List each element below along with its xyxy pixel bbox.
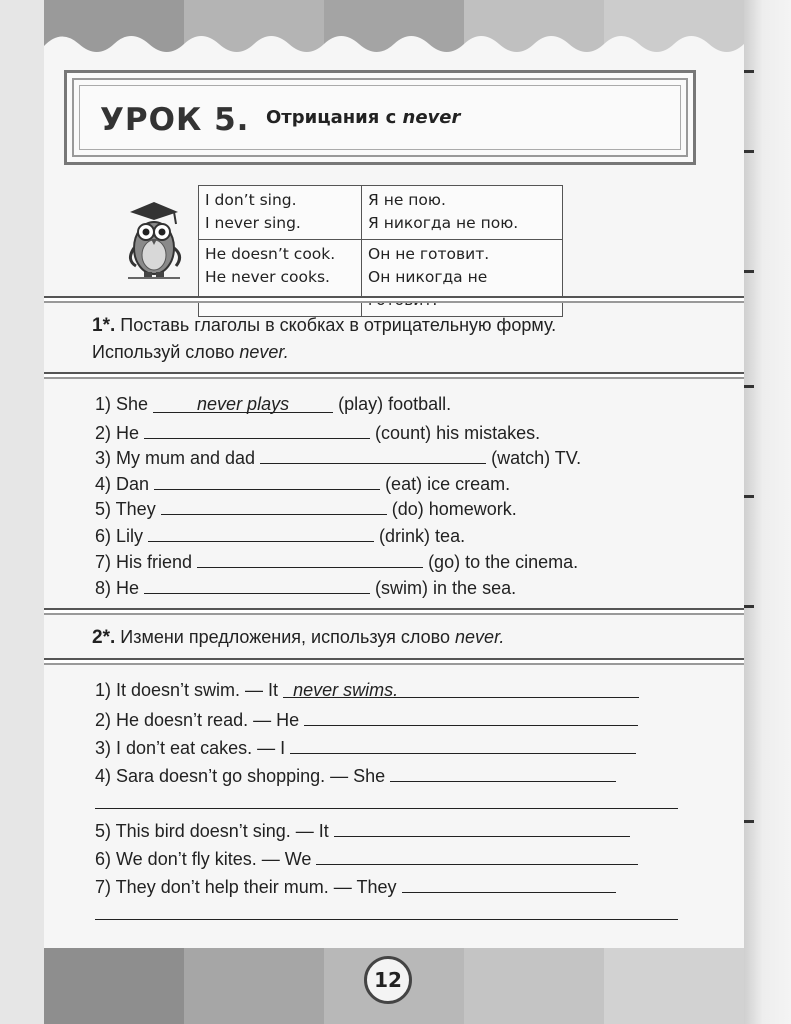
translation-text: Я никогда не пою.: [368, 214, 519, 232]
answer-blank[interactable]: [402, 872, 616, 893]
exercise1-item-8: [95, 573, 516, 600]
answer-blank[interactable]: [316, 844, 638, 865]
exercise2-instruction: [92, 624, 504, 651]
item-suffix: (go) to the cinema.: [428, 552, 579, 572]
exercise1-item-1: [95, 392, 451, 416]
table-cell-russian: [362, 240, 563, 317]
next-page-edge: [744, 0, 791, 1024]
answer-line[interactable]: [95, 919, 678, 920]
answer-blank[interactable]: [334, 816, 630, 837]
lesson-number: УРОК 5.: [100, 102, 250, 138]
item-prompt: 6) We don’t fly kites. — We: [95, 849, 312, 869]
item-prompt: 3) I don’t eat cakes. — I: [95, 738, 286, 758]
exercise1-instruction-text: Поставь глаголы в скобках в отрицательную форму.: [120, 315, 557, 335]
exercise2-item-5: [95, 816, 630, 843]
section-divider: [44, 372, 744, 379]
page-edge-mark: [744, 70, 754, 73]
page-number: 12: [364, 956, 412, 1004]
item-prefix: 2) He: [95, 423, 140, 443]
exercise1-number: 1*.: [92, 315, 116, 336]
answer-blank[interactable]: never swims.: [283, 678, 639, 698]
answer-blank[interactable]: [260, 443, 486, 464]
item-prefix: 8) He: [95, 578, 140, 598]
answer-blank[interactable]: [304, 705, 638, 726]
table-row: [199, 186, 563, 240]
exercise2-item-7: [95, 872, 616, 899]
answer-blank[interactable]: [197, 547, 423, 568]
lesson-title: [266, 107, 460, 128]
example-text: I never sing.: [205, 214, 301, 232]
table-cell-english: [199, 186, 362, 240]
item-prompt: 5) This bird doesn’t sing. — It: [95, 821, 329, 841]
item-suffix: (drink) tea.: [379, 526, 466, 546]
item-prompt: 4) Sara doesn’t go shopping. — She: [95, 766, 386, 786]
exercise1-item-5: [95, 494, 517, 521]
exercise2-instruction-text: Измени предложения, используя слово: [120, 627, 451, 647]
answer-blank[interactable]: [148, 521, 374, 542]
item-prefix: 3) My mum and dad: [95, 448, 256, 468]
answer-blank[interactable]: [154, 469, 380, 490]
item-suffix: (eat) ice cream.: [385, 474, 511, 494]
item-prefix: 5) They: [95, 499, 156, 519]
section-divider: [44, 658, 744, 665]
answer-blank[interactable]: [161, 494, 387, 515]
exercise2-item-4: [95, 761, 616, 788]
lesson-title-text: Отрицания с: [266, 107, 397, 128]
example-text: He never cooks.: [205, 268, 330, 286]
exercise2-item-6: [95, 844, 638, 871]
table-cell-russian: [362, 186, 563, 240]
exercise1-instruction-text-2: Используй слово: [92, 342, 235, 362]
item-prefix: 7) His friend: [95, 552, 193, 572]
lesson-title-keyword: never: [402, 107, 461, 128]
exercise1-item-7: [95, 547, 578, 574]
exercise2-item-1: [95, 678, 639, 702]
item-prompt: 7) They don’t help their mum. — They: [95, 877, 397, 897]
item-suffix: (count) his mistakes.: [375, 423, 541, 443]
answer-blank[interactable]: [144, 418, 370, 439]
exercise1-item-6: [95, 521, 465, 548]
item-prefix: 1) She: [95, 394, 149, 414]
answer-line[interactable]: [95, 808, 678, 809]
page-edge-mark: [744, 605, 754, 608]
exercise2-keyword: never.: [455, 627, 505, 647]
exercise1-item-2: [95, 418, 540, 445]
item-prompt: 2) He doesn’t read. — He: [95, 710, 300, 730]
translation-text: Он никогда не: [368, 268, 488, 286]
page-edge-mark: [744, 495, 754, 498]
answer-blank[interactable]: [144, 573, 370, 594]
page-edge-mark: [744, 820, 754, 823]
exercise2-item-3: [95, 733, 636, 760]
section-divider: [44, 296, 744, 303]
exercise1-item-3: [95, 443, 581, 470]
example-text: I don’t sing.: [205, 191, 297, 209]
page-edge-mark: [744, 270, 754, 273]
page-edge-mark: [744, 150, 754, 153]
table-row: [199, 240, 563, 317]
item-prefix: 4) Dan: [95, 474, 150, 494]
exercise1-keyword: never.: [239, 342, 289, 362]
item-suffix: (swim) in the sea.: [375, 578, 517, 598]
exercise1-instruction: [92, 312, 556, 366]
exercise1-item-4: [95, 469, 510, 496]
owl-mascot-icon: [122, 200, 186, 280]
item-prefix: 6) Lily: [95, 526, 144, 546]
answer-blank[interactable]: [390, 761, 616, 782]
exercise2-item-2: [95, 705, 638, 732]
translation-text: Я не пою.: [368, 191, 446, 209]
page-edge-mark: [744, 385, 754, 388]
item-suffix: (play) football.: [338, 394, 452, 414]
item-prompt: 1) It doesn’t swim. — It: [95, 680, 279, 700]
wavy-border-decoration: [44, 24, 744, 74]
item-suffix: (watch) TV.: [491, 448, 582, 468]
example-text: He doesn’t cook.: [205, 245, 336, 263]
table-cell-english: [199, 240, 362, 317]
exercise2-number: 2*.: [92, 627, 116, 648]
item-suffix: (do) homework.: [391, 499, 517, 519]
answer-blank[interactable]: [290, 733, 636, 754]
section-divider: [44, 608, 744, 615]
translation-text: Он не готовит.: [368, 245, 490, 263]
answer-blank[interactable]: never plays: [153, 392, 333, 413]
